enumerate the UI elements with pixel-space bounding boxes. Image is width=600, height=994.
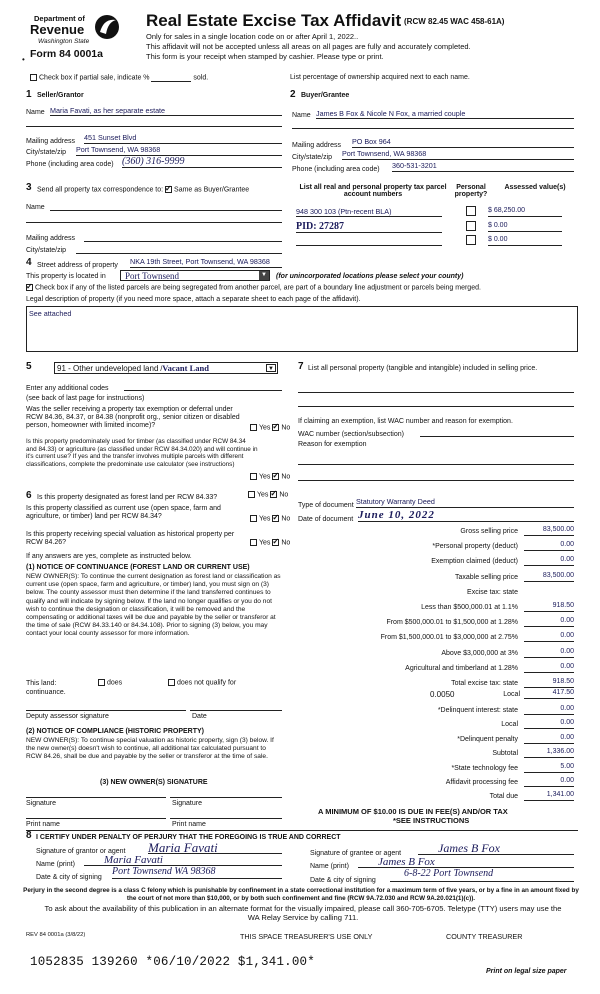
partial-sale-checkbox[interactable] [30, 74, 37, 81]
does-not-label: does not qualify for [177, 679, 237, 687]
tax-row-label: Agricultural and timberland at 1.28% [405, 664, 518, 672]
notice2-title: (2) NOTICE OF COMPLIANCE (HISTORIC PROPERTY) [26, 728, 204, 735]
doc-type-value: Statutory Warranty Deed [356, 497, 435, 506]
yes-label: Yes [259, 424, 271, 432]
parcel-2-personal-checkbox[interactable] [466, 221, 476, 231]
does-not-option [168, 679, 236, 686]
q6b-no-checkbox[interactable] [272, 515, 279, 522]
land-use-select[interactable]: 91 - Other undeveloped land /Vacant Land ▼ [54, 362, 278, 374]
grantor-date-city: Port Townsend WA 98368 [112, 866, 216, 877]
partial-sold-label: sold. [193, 74, 209, 82]
tax-row-value[interactable]: 0.00 [524, 648, 574, 658]
legal-desc-value: See attached [29, 309, 72, 318]
deputy-sig-label: Deputy assessor signature [26, 713, 109, 720]
q6c-yes-checkbox[interactable] [250, 539, 257, 546]
tax-row-value[interactable]: 0.00 [524, 541, 574, 551]
tax-row-value[interactable]: 918.50 [524, 602, 574, 612]
timber-answers [250, 473, 290, 480]
seller-city-label: City/state/zip [26, 149, 67, 156]
notice1-body: NEW OWNER(S): To continue the current designation as forest land or classification as current use (open space, farm and agriculture, or timber) land, you must sign on (3) below. The county assessor must then determine if the land transferred continues to qualify and will indicate by signing below. If the land no longer qualifies or you do not wish to continue the designation or classification, it will be removed and the compensating or additional taxes will be due and payable by the seller or transferor at the time of sale (RCW 84.33.140 or 84.34.108). Prior to signing (3) below, you may contact your local county assessor for more information. [26, 573, 281, 638]
located-label: This property is located in [26, 273, 106, 280]
tax-row-label: *Delinquent interest: state [437, 707, 518, 714]
section-1-number: 1 [26, 89, 32, 100]
revision-label: REV 84 0001a (3/8/22) [26, 932, 86, 938]
grantee-date-field[interactable] [390, 868, 574, 882]
seller-name-value: Maria Favati, as her separate estate [50, 106, 166, 115]
parcels-col2-header: Personal property? [454, 184, 488, 198]
tax-row-label: Gross selling price [460, 528, 518, 535]
owner-print-field-2[interactable] [170, 811, 282, 819]
seller-phone-value: (360) 316-9999 [122, 156, 185, 167]
reason-line-2[interactable] [298, 480, 574, 481]
tax-row-value[interactable]: 1,341.00 [524, 791, 574, 801]
certify-statement: I CERTIFY UNDER PENALTY OF PERJURY THAT THE FOREGOING IS TRUE AND CORRECT [36, 834, 341, 841]
parcel-2-value[interactable]: $ 0.00 [488, 222, 562, 232]
seller-heading: Seller/Grantor [37, 92, 84, 99]
grantor-name: Maria Favati [104, 854, 163, 866]
seller-name-field[interactable] [50, 106, 282, 116]
notice2-body: NEW OWNER(S): To continue special valuation as historic property, sign (3) below. If the new owner(s) doesn't wish to continue, all additional tax calculated pursuant to RCW 84.26, shall be due and payable by the seller or transferor at the time of sale. [26, 737, 274, 761]
personal-property-line-1[interactable] [298, 392, 574, 393]
yes-label: Yes [259, 539, 271, 547]
grantor-date-label: Date & city of signing [36, 874, 102, 881]
does-checkbox[interactable] [98, 679, 105, 686]
tax-row-label: *State technology fee [451, 764, 518, 772]
buyer-mailing-value: PO Box 964 [352, 137, 391, 146]
parcel-number: PID: 27287 [296, 221, 345, 232]
grantor-sig-label: Signature of grantor or agent [36, 848, 126, 855]
subtitle-2: This affidavit will not be accepted unless all areas on all pages are fully and accurately completed. [146, 42, 471, 51]
ownership-note: List percentage of ownership acquired next to each name. [290, 74, 470, 81]
receipt-stamp: 1052835 139260 *06/10/2022 $1,341.00* [30, 955, 315, 969]
grantor-name-label: Name (print) [36, 861, 75, 868]
seller-mailing-value: 451 Sunset Blvd [84, 133, 137, 142]
legal-size-note: Print on legal size paper [486, 968, 567, 975]
exemption-question: Was the seller receiving a property tax exemption or deferral under RCW 84.36, 84.37, or 84.38 (nonprofit org., senior citizen or disabled person, homeowner with limited income)? [26, 406, 240, 430]
land-use-value: 91 - Other undeveloped land [57, 364, 159, 373]
q1-no-checkbox[interactable] [272, 424, 279, 431]
owner-print-label-2: Print name [172, 821, 206, 828]
forest-question: Is this property designated as forest land per RCW 84.33? [37, 494, 218, 501]
tax-row-value[interactable]: 0.00 [524, 719, 574, 729]
current-use-answers [250, 515, 290, 522]
parcel-1-value[interactable]: $ 68,250.00 [488, 207, 562, 217]
doc-type-field[interactable] [356, 497, 574, 508]
tax-row-value[interactable]: 0.00 [524, 617, 574, 627]
segregated-row [26, 284, 481, 291]
street-field[interactable] [130, 257, 282, 268]
does-option [98, 679, 122, 686]
grantor-signature: Maria Favati [148, 840, 218, 855]
tax-row-value[interactable]: 5.00 [524, 763, 574, 773]
owner-print-label-1: Print name [26, 821, 60, 828]
tax-row-value[interactable]: 0.00 [524, 556, 574, 566]
yes-label: Yes [259, 515, 271, 523]
tax-row-label: Taxable selling price [454, 573, 518, 581]
seller-phone-field[interactable] [122, 156, 282, 168]
bullet-mark: • [22, 55, 25, 64]
q6b-yes-checkbox[interactable] [250, 515, 257, 522]
seller-mailing-label: Mailing address [26, 138, 76, 145]
same-as-buyer-label: Same as Buyer/Grantee [174, 186, 250, 194]
tax-row-label: From $1,500,000.01 to $3,000,000 at 2.75% [380, 634, 518, 642]
location-value: Port Townsend [125, 271, 179, 281]
tax-row-label: Subtotal [492, 750, 518, 758]
grantee-date-city: 6-8-22 Port Townsend [404, 868, 494, 879]
subtitle-3: This form is your receipt when stamped by cashier. Please type or print. [146, 52, 384, 61]
grantee-sig-label: Signature of grantee or agent [310, 850, 402, 857]
parcel-row-3[interactable] [296, 236, 442, 246]
buyer-phone-value: 360-531-3201 [392, 161, 437, 170]
location-select[interactable] [120, 270, 270, 281]
yes-label: Yes [257, 491, 269, 499]
no-label: No [281, 473, 291, 481]
grantee-signature: James B Fox [438, 841, 500, 855]
dor-revenue-label: Revenue [30, 22, 85, 37]
parcel-number: 948 300 103 (Ptn-recent BLA) [296, 207, 392, 216]
street-label: Street address of property [37, 262, 118, 269]
buyer-name-value: James B Fox & Nicole N Fox, a married couple [316, 109, 466, 118]
does-label: does [107, 679, 123, 687]
yes-label: Yes [259, 473, 271, 481]
owner-sig-label-2: Signature [172, 800, 202, 807]
chevron-down-icon[interactable]: ▼ [266, 364, 276, 372]
q6a-no-checkbox[interactable] [270, 491, 277, 498]
partial-sale-label: Check box if partial sale, indicate % [39, 74, 150, 82]
doc-date-label: Date of document [298, 516, 354, 523]
tax-row-label: *Delinquent penalty [457, 735, 518, 743]
section-8-number: 8 [26, 830, 32, 841]
section-6-number: 6 [26, 490, 32, 501]
grantee-name-field[interactable] [358, 856, 574, 868]
land-use-hand: Vacant Land [162, 363, 209, 373]
grantee-name-label: Name (print) [310, 863, 349, 870]
tax-row-label: Excise tax: state [467, 588, 518, 596]
wac-number-label: WAC number (section/subsection) [298, 431, 404, 438]
section-5-number: 5 [26, 361, 32, 372]
tax-row-value[interactable]: 83,500.00 [524, 572, 574, 582]
continuance-label: continuance. [26, 689, 66, 696]
seller-mailing-field[interactable] [84, 133, 282, 144]
corr-city-label: City/state/zip [26, 247, 67, 254]
q6c-no-checkbox[interactable] [272, 539, 279, 546]
correspondence-label: Send all property tax correspondence to: [37, 186, 164, 194]
buyer-mailing-label: Mailing address [292, 142, 342, 149]
no-label: No [281, 424, 291, 432]
buyer-name-field[interactable] [316, 109, 574, 119]
dor-dept-label: Department of [34, 14, 85, 23]
see-instructions-note: *SEE INSTRUCTIONS [393, 816, 470, 825]
corr-name-label: Name [26, 204, 45, 211]
buyer-phone-label: Phone (including area code) [292, 166, 380, 173]
doc-date-value: June 10, 2022 [358, 509, 435, 521]
segregated-checkbox[interactable] [26, 284, 33, 291]
seller-name-line2 [26, 126, 282, 127]
reason-line-1[interactable] [298, 464, 574, 465]
q1-yes-checkbox[interactable] [250, 424, 257, 431]
parcels-col1-header: List all real and personal property tax parcel account numbers [299, 184, 447, 198]
historic-answers [250, 539, 290, 546]
corr-name-field[interactable] [50, 201, 282, 211]
dor-state-label: Washington State [38, 38, 90, 45]
grantor-name-field[interactable] [84, 854, 282, 866]
no-label: No [281, 539, 291, 547]
street-value: NKA 19th Street, Port Townsend, WA 98368 [130, 257, 270, 266]
codes-field[interactable] [124, 383, 282, 391]
tax-row-label: Less than $500,000.01 at 1.1% [421, 604, 518, 611]
buyer-city-label: City/state/zip [292, 154, 333, 161]
deputy-sig-field[interactable] [26, 703, 186, 711]
if-yes-note: If any answers are yes, complete as instructed below. [26, 553, 192, 560]
historic-question: Is this property receiving special valuation as historical property per RCW 84.26? [26, 531, 235, 546]
local-label: Local [503, 691, 520, 698]
owner-print-field-1[interactable] [26, 811, 166, 819]
doc-type-label: Type of document [298, 502, 354, 509]
tax-row-value[interactable]: 0.00 [524, 734, 574, 744]
exemption-answers [250, 424, 290, 431]
minimum-due-note: A MINIMUM OF $10.00 IS DUE IN FEE(S) AND/OR TAX [318, 807, 508, 816]
grantor-date-field[interactable] [112, 866, 282, 879]
exemption-wac-label: If claiming an exemption, list WAC number and reason for exemption. [298, 418, 513, 425]
tax-row-label: Exemption claimed (deduct) [431, 558, 518, 566]
seller-city-field[interactable] [76, 145, 282, 156]
notice1-title: (1) NOTICE OF CONTINUANCE (FOREST LAND OR CURRENT USE) [26, 564, 250, 571]
q2-yes-checkbox[interactable] [250, 473, 257, 480]
form-number: Form 84 0001a [30, 48, 103, 60]
section-3-number: 3 [26, 182, 32, 193]
this-land-label: This land: [26, 680, 57, 687]
seller-phone-label: Phone (including area code) [26, 161, 114, 168]
partial-pct-field[interactable] [151, 74, 191, 82]
personal-property-line-2[interactable] [298, 406, 574, 407]
chevron-down-icon[interactable]: ▼ [259, 271, 269, 280]
no-label: No [279, 491, 289, 499]
same-as-buyer-checkbox[interactable] [165, 186, 172, 193]
parcels-col3-header: Assessed value(s) [504, 184, 566, 191]
seller-name-label: Name [26, 109, 45, 116]
doc-date-field[interactable] [358, 509, 574, 522]
form-title: Real Estate Excise Tax Affidavit [146, 11, 402, 30]
tax-row-label: Total due [489, 793, 518, 801]
subtitle-1: Only for sales in a single location code on or after April 1, 2022.. [146, 32, 359, 41]
parcel-3-personal-checkbox[interactable] [466, 235, 476, 245]
dor-swoosh-icon [94, 12, 120, 42]
tax-row-label: Affidavit processing fee [445, 779, 518, 786]
tax-row-label: Local [501, 721, 518, 729]
corr-city-field[interactable] [76, 244, 282, 254]
owner-sig-label-1: Signature [26, 800, 56, 807]
treasurer-use-label: THIS SPACE TREASURER'S USE ONLY [240, 932, 373, 941]
current-use-question: Is this property classified as current use (open space, farm and agriculture, or timber) land per RCW 84.34? [26, 505, 221, 520]
parcel-3-value[interactable]: $ 0.00 [488, 236, 562, 246]
corr-mailing-label: Mailing address [26, 235, 76, 242]
tax-row-value[interactable]: 0.00 [524, 632, 574, 642]
corr-name-line2 [26, 222, 282, 223]
section-8-divider [26, 830, 578, 831]
deputy-date-field[interactable] [190, 703, 282, 711]
tax-row-value[interactable]: 918.50 [524, 678, 574, 688]
buyer-mailing-field[interactable] [352, 137, 574, 148]
q6a-yes-checkbox[interactable] [248, 491, 255, 498]
correspondence-row [37, 186, 249, 193]
grantee-name: James B Fox [378, 856, 435, 868]
tax-row-label: Above $3,000,000 at 3% [441, 649, 518, 657]
alt-format-notice: To ask about the availability of this publication in an alternate format for the visually impaired, please call 360-705-6705. Teletype (TTY) users may use the WA Relay Service by calling 711. [44, 904, 562, 922]
tax-row-value[interactable]: 0.00 [524, 663, 574, 673]
tax-row-value[interactable]: 1,336.00 [524, 748, 574, 758]
owner-sig-field-1[interactable] [26, 790, 166, 798]
local-rate: 0.0050 [430, 690, 455, 699]
tax-row-label: From $500,000.01 to $1,500,000 at 1.28% [386, 619, 518, 627]
buyer-phone-field[interactable] [392, 161, 574, 172]
codes-note: (see back of last page for instructions) [26, 395, 145, 402]
form-rcw: (RCW 82.45 WAC 458-61A) [404, 17, 505, 26]
owner-sig-field-2[interactable] [170, 790, 282, 798]
forest-answers [248, 491, 288, 498]
does-not-checkbox[interactable] [168, 679, 175, 686]
buyer-city-field[interactable] [342, 149, 574, 160]
grantee-sig-field[interactable] [418, 841, 574, 855]
grantee-date-label: Date & city of signing [310, 877, 376, 884]
q2-no-checkbox[interactable] [272, 473, 279, 480]
grantor-sig-field[interactable] [148, 840, 282, 854]
tax-row-label: Total excise tax: state [451, 680, 518, 687]
parcel-1-personal-checkbox[interactable] [466, 206, 476, 216]
timber-question: Is this property predominately used for timber (as classified under RCW 84.34 and 84.33) or agriculture (as classified under RCW 84.34.020) and will continue in it's current use? If yes and the transfer involves multiple parcels with different classifications, complete the predominate use calculator (see instructions) [26, 438, 258, 468]
local-value[interactable]: 417.50 [524, 689, 574, 699]
tax-row-value[interactable]: 0.00 [524, 705, 574, 715]
segregated-label: Check box if any of the listed parcels are being segregated from another parcel, are part of a boundary line adjustment or parcels being merged. [35, 284, 481, 292]
tax-row-value[interactable]: 0.00 [524, 777, 574, 787]
parcel-row-2[interactable] [296, 221, 442, 233]
exemption-reason-label: Reason for exemption [298, 441, 367, 448]
buyer-city-value: Port Townsend, WA 98368 [342, 149, 427, 158]
personal-property-label: List all personal property (tangible and intangible) included in selling price. [308, 365, 538, 372]
unincorporated-note: (for unincorporated locations please select your county) [276, 273, 464, 280]
deputy-date-label: Date [192, 713, 207, 720]
codes-label: Enter any additional codes [26, 385, 109, 392]
buyer-name-label: Name [292, 112, 311, 119]
section-4-number: 4 [26, 257, 32, 268]
buyer-heading: Buyer/Grantee [301, 92, 350, 99]
county-treasurer-label: COUNTY TREASURER [446, 932, 523, 941]
tax-row-value[interactable]: 83,500.00 [524, 526, 574, 536]
section-7-number: 7 [298, 361, 304, 372]
new-owner-sig-heading: (3) NEW OWNER(S) SIGNATURE [100, 779, 208, 786]
partial-sale [30, 74, 208, 82]
legal-desc-box[interactable] [26, 306, 578, 352]
corr-mailing-field[interactable] [84, 232, 282, 242]
parcel-row-1[interactable] [296, 207, 442, 217]
tax-row-label: *Personal property (deduct) [432, 543, 518, 551]
legal-desc-label: Legal description of property (if you need more space, attach a separate sheet to each page of the affidavit). [26, 296, 361, 303]
section-2-number: 2 [290, 89, 296, 100]
no-label: No [281, 515, 291, 523]
wac-number-field[interactable] [420, 429, 574, 437]
buyer-name-line2 [292, 128, 574, 129]
seller-city-value: Port Townsend, WA 98368 [76, 145, 161, 154]
perjury-notice: Perjury in the second degree is a class C felony which is punishable by confinement in a state correctional institution for a maximum term of five years, or by a fine in an amount fixed by the court of not more than $10,000, or by both such confinement and fine (RCW 9A.72.030 and RCW 9A.20.021(1)(c)). [23, 887, 579, 902]
